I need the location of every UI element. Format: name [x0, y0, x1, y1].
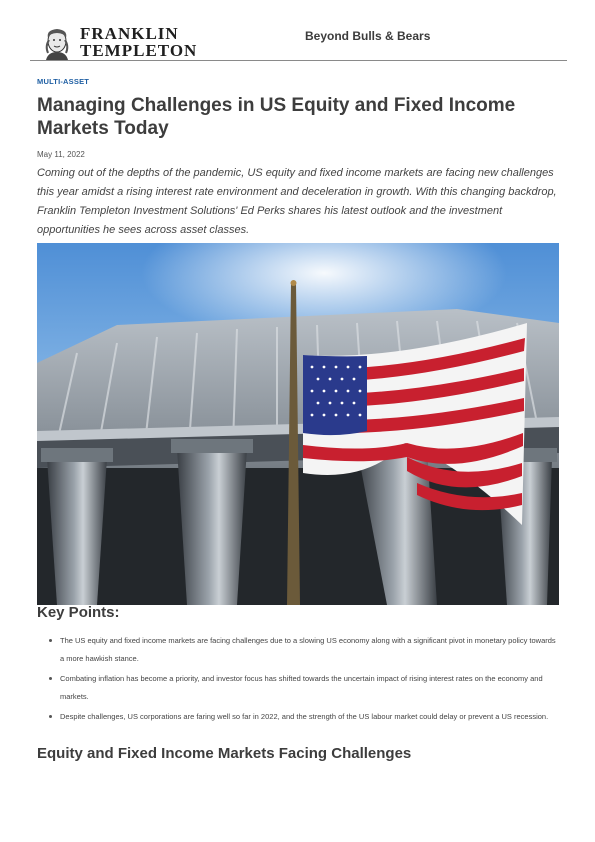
- site-header: [0, 0, 595, 60]
- list-item: [47, 670, 557, 706]
- key-point-text: The US equity and fixed income markets are facing challenges due to a slowing US economy along with a significant pivot in monetary policy towards a more hawkish stance.: [60, 636, 556, 663]
- franklin-templeton-logo[interactable]: [40, 26, 200, 60]
- key-points-heading: Key Points:: [37, 604, 120, 621]
- blog-name[interactable]: Beyond Bulls & Bears: [305, 29, 431, 43]
- bullet-icon: [49, 677, 52, 680]
- logo-line1: FRANKLIN: [80, 24, 179, 43]
- category-label[interactable]: MULTI-ASSET: [37, 77, 90, 86]
- header-divider: [30, 60, 567, 61]
- article-intro: Coming out of the depths of the pandemic, US equity and fixed income markets are facing new challenges this year amidst a rising interest rate environment and deceleration in growth. With this changing backdrop, Franklin Templeton Investment Solutions' Ed Perks shares his latest outlook and the investment opportunities he sees across asset classes.: [37, 167, 557, 236]
- logo-line2: TEMPLETON: [80, 41, 198, 60]
- hero-illustration: [37, 243, 559, 605]
- article-date: May 11, 2022: [37, 150, 85, 159]
- list-item: [47, 632, 557, 668]
- section-heading: Equity and Fixed Income Markets Facing Challenges: [37, 745, 412, 762]
- franklin-portrait-icon: [40, 26, 74, 60]
- key-point-text: Despite challenges, US corporations are faring well so far in 2022, and the strength of the US labour market could delay or prevent a US recession.: [60, 712, 549, 721]
- bullet-icon: [49, 715, 52, 718]
- key-points-list: [47, 632, 557, 726]
- hero-image-us-flag-building: [37, 243, 559, 605]
- key-point-text: Combating inflation has become a priority, and investor focus has shifted towards the uncertain impact of rising interest rates on the economy and markets.: [60, 674, 543, 701]
- bullet-icon: [49, 639, 52, 642]
- list-item: [47, 708, 557, 726]
- article-title: Managing Challenges in US Equity and Fixed Income Markets Today: [37, 95, 516, 139]
